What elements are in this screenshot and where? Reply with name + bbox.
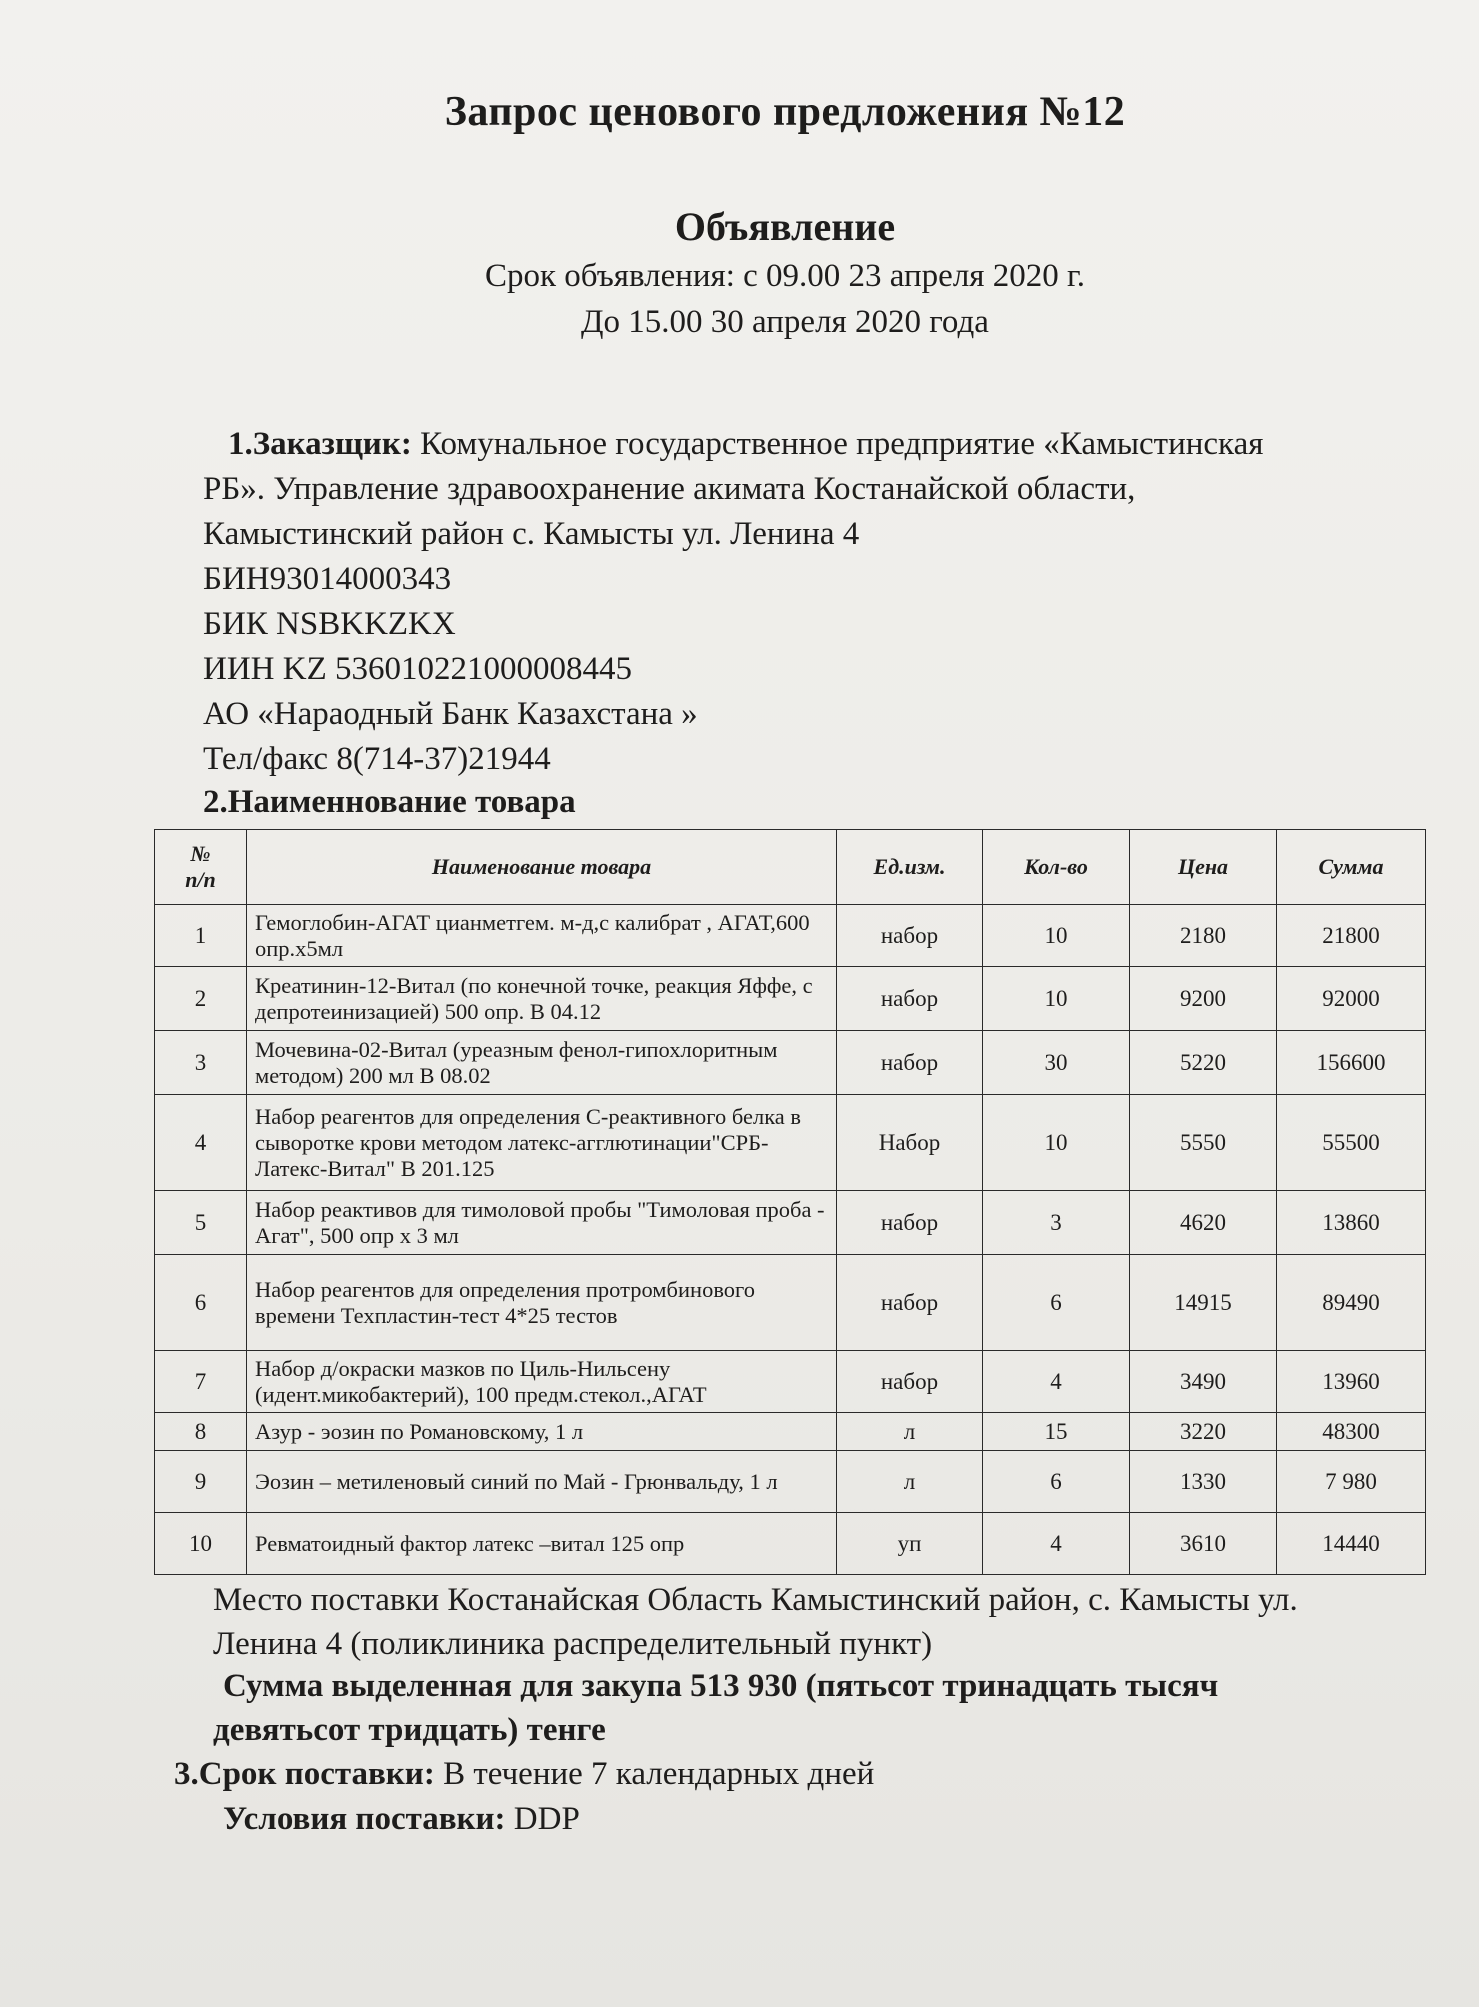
delivery-conditions	[223, 1797, 580, 1842]
announcement-period-start: Срок объявления: с 09.00 23 апреля 2020 г.	[484, 258, 1086, 294]
row-price: 4620	[1130, 1191, 1277, 1255]
customer-line-1	[228, 422, 1263, 467]
row-name: Креатинин-12-Витал (по конечной точке, реакция Яффе, с депротеинизацией) 500 опр. В 04.12	[247, 967, 837, 1031]
announcement-period-end: До 15.00 30 апреля 2020 года	[581, 304, 989, 340]
row-unit: набор	[837, 905, 983, 967]
row-qty: 10	[983, 967, 1130, 1031]
row-name: Азур - эозин по Романовскому, 1 л	[247, 1413, 837, 1451]
row-qty: 10	[983, 1095, 1130, 1191]
row-unit: набор	[837, 1351, 983, 1413]
row-number: 3	[155, 1031, 247, 1095]
header-price: Цена	[1130, 830, 1277, 905]
row-unit: набор	[837, 967, 983, 1031]
row-price: 2180	[1130, 905, 1277, 967]
row-qty: 4	[983, 1351, 1130, 1413]
procurement-sum-line-2: девятьсот тридцать) тенге	[213, 1712, 606, 1748]
row-number: 4	[155, 1095, 247, 1191]
customer-address: Камыстинский район с. Камысты ул. Ленина 4	[203, 516, 860, 552]
row-unit: л	[837, 1413, 983, 1451]
row-price: 5220	[1130, 1031, 1277, 1095]
header-unit: Ед.изм.	[837, 830, 983, 905]
row-unit: набор	[837, 1031, 983, 1095]
row-unit: набор	[837, 1255, 983, 1351]
row-price: 1330	[1130, 1451, 1277, 1513]
row-name: Гемоглобин-АГАТ цианметгем. м-д,с калибрат , АГАТ,600 опр.х5мл	[247, 905, 837, 967]
table-row	[155, 967, 1426, 1031]
row-price: 14915	[1130, 1255, 1277, 1351]
table-row	[155, 1413, 1426, 1451]
row-qty: 6	[983, 1451, 1130, 1513]
row-number: 1	[155, 905, 247, 967]
customer-bin: БИН93014000343	[203, 561, 452, 597]
row-name: Набор реагентов для определения С-реактивного белка в сыворотке крови методом латекс-агглютинации"СРБ-Латекс-Витал" В 201.125	[247, 1095, 837, 1191]
goods-heading: 2.Наименнование товара	[203, 784, 576, 820]
document-title: Запрос ценового предложения №12	[444, 89, 1126, 135]
row-number: 6	[155, 1255, 247, 1351]
header-sum: Сумма	[1277, 830, 1426, 905]
row-qty: 30	[983, 1031, 1130, 1095]
customer-label: 1.Заказщик:	[228, 426, 412, 462]
delivery-place-line-2: Ленина 4 (поликлиника распределительный пункт)	[213, 1626, 933, 1662]
header-name: Наименование товара	[247, 830, 837, 905]
row-name: Ревматоидный фактор латекс –витал 125 опр	[247, 1513, 837, 1575]
delivery-term-label: 3.Срок поставки:	[174, 1756, 435, 1792]
table-row	[155, 1451, 1426, 1513]
document-subtitle: Объявление	[674, 204, 896, 249]
row-unit: уп	[837, 1513, 983, 1575]
row-price: 3490	[1130, 1351, 1277, 1413]
row-sum: 55500	[1277, 1095, 1426, 1191]
delivery-place-line-1: Место поставки Костанайская Область Камыстинский район, с. Камысты ул.	[213, 1582, 1298, 1618]
table-row	[155, 1031, 1426, 1095]
row-unit: Набор	[837, 1095, 983, 1191]
customer-phone: Тел/факс 8(714-37)21944	[203, 741, 551, 777]
row-qty: 15	[983, 1413, 1130, 1451]
row-name: Эозин – метиленовый синий по Май - Грюнвальду, 1 л	[247, 1451, 837, 1513]
row-qty: 4	[983, 1513, 1130, 1575]
table-row	[155, 1191, 1426, 1255]
table-header-row	[155, 830, 1426, 905]
delivery-conditions-value: DDP	[505, 1801, 580, 1837]
customer-line-2: РБ». Управление здравоохранение акимата Костанайской области,	[203, 471, 1136, 507]
row-sum: 156600	[1277, 1031, 1426, 1095]
delivery-term-value: В течение 7 календарных дней	[434, 1756, 875, 1792]
row-price: 3220	[1130, 1413, 1277, 1451]
row-price: 3610	[1130, 1513, 1277, 1575]
customer-iin: ИИН KZ 536010221000008445	[203, 651, 632, 687]
row-number: 9	[155, 1451, 247, 1513]
row-qty: 3	[983, 1191, 1130, 1255]
row-number: 5	[155, 1191, 247, 1255]
row-name: Набор реактивов для тимоловой пробы "Тимоловая проба - Агат", 500 опр х 3 мл	[247, 1191, 837, 1255]
row-number: 8	[155, 1413, 247, 1451]
row-price: 5550	[1130, 1095, 1277, 1191]
row-unit: набор	[837, 1191, 983, 1255]
row-price: 9200	[1130, 967, 1277, 1031]
table-row	[155, 1351, 1426, 1413]
row-unit: л	[837, 1451, 983, 1513]
row-sum: 13960	[1277, 1351, 1426, 1413]
goods-table	[154, 829, 1426, 1575]
row-name: Мочевина-02-Витал (уреазным фенол-гипохлоритным методом) 200 мл В 08.02	[247, 1031, 837, 1095]
table-row	[155, 1513, 1426, 1575]
row-number: 10	[155, 1513, 247, 1575]
customer-bank: АО «Нараодный Банк Казахстана »	[203, 696, 698, 732]
table-row	[155, 1255, 1426, 1351]
delivery-conditions-label: Условия поставки:	[223, 1801, 506, 1837]
row-name: Набор д/окраски мазков по Циль-Нильсену (идент.микобактерий), 100 предм.стекол.,АГАТ	[247, 1351, 837, 1413]
procurement-sum-line-1: Сумма выделенная для закупа 513 930 (пятьсот тринадцать тысяч	[223, 1668, 1219, 1704]
header-number: № п/п	[155, 830, 247, 905]
row-sum: 14440	[1277, 1513, 1426, 1575]
row-sum: 7 980	[1277, 1451, 1426, 1513]
row-number: 2	[155, 967, 247, 1031]
row-qty: 10	[983, 905, 1130, 967]
row-sum: 89490	[1277, 1255, 1426, 1351]
row-sum: 13860	[1277, 1191, 1426, 1255]
row-number: 7	[155, 1351, 247, 1413]
row-qty: 6	[983, 1255, 1130, 1351]
customer-name: Комунальное государственное предприятие «Камыстинская	[411, 426, 1264, 462]
row-sum: 48300	[1277, 1413, 1426, 1451]
row-sum: 21800	[1277, 905, 1426, 967]
table-row	[155, 1095, 1426, 1191]
row-sum: 92000	[1277, 967, 1426, 1031]
table-row	[155, 905, 1426, 967]
customer-bik: БИК NSBKKZKX	[203, 606, 456, 642]
row-name: Набор реагентов для определения протромбинового времени Техпластин-тест 4*25 тестов	[247, 1255, 837, 1351]
delivery-term	[174, 1752, 874, 1797]
header-qty: Кол-во	[983, 830, 1130, 905]
